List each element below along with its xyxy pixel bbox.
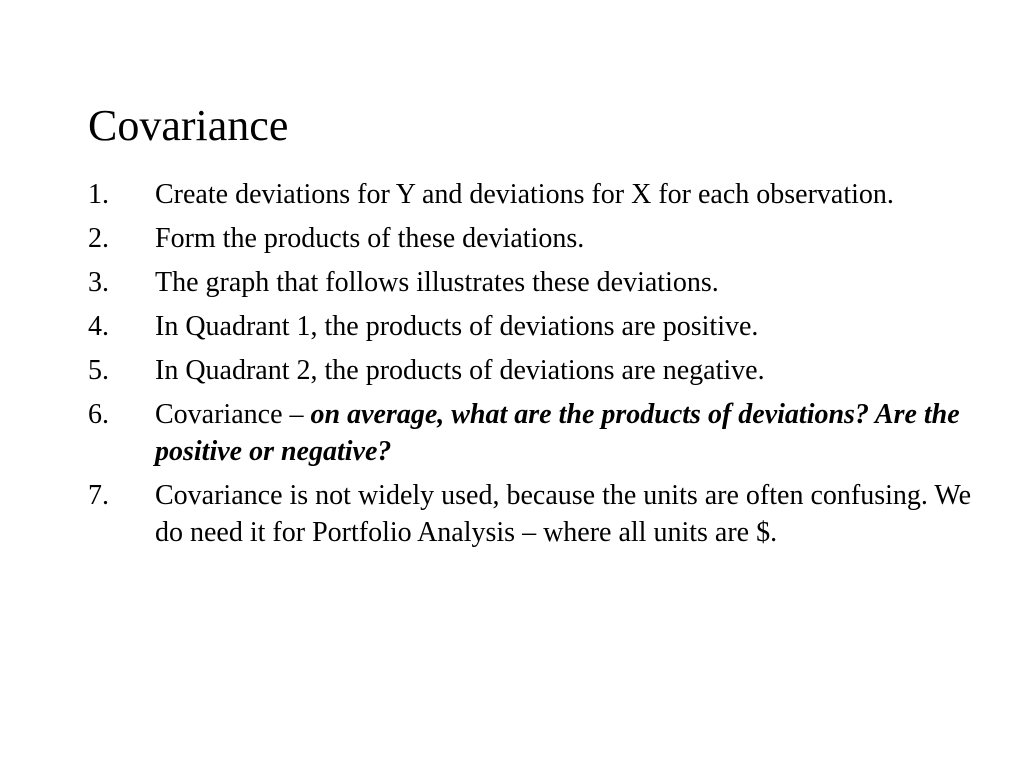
- step-number: 5.: [88, 355, 109, 386]
- step-text-emphasis: on average, what are the products of deviations? Are the positive or negative?: [155, 399, 960, 467]
- step-text: [155, 396, 988, 470]
- step-number: 1.: [88, 179, 109, 210]
- step-text: In Quadrant 2, the products of deviations are negative.: [155, 355, 765, 386]
- step-number: 7.: [88, 480, 109, 511]
- list-item: [88, 477, 988, 551]
- step-number: 3.: [88, 267, 109, 298]
- step-number: 2.: [88, 223, 109, 254]
- list-item: [88, 396, 988, 470]
- slide-title: Covariance: [88, 101, 289, 150]
- list-item: [88, 352, 988, 389]
- list-item: [88, 264, 988, 301]
- step-number: 6.: [88, 399, 109, 430]
- step-text: Create deviations for Y and deviations for X for each observation.: [155, 179, 894, 210]
- step-text: Covariance is not widely used, because the units are often confusing. We do need it for Portfolio Analysis – where all units are $.: [155, 480, 971, 548]
- step-text: The graph that follows illustrates these deviations.: [155, 267, 719, 298]
- step-number: 4.: [88, 311, 109, 342]
- step-text: In Quadrant 1, the products of deviations are positive.: [155, 311, 759, 342]
- list-item: [88, 308, 988, 345]
- list-item: [88, 220, 988, 257]
- step-text-plain: Covariance –: [155, 399, 311, 430]
- step-text: Form the products of these deviations.: [155, 223, 585, 254]
- steps-list: [88, 176, 988, 558]
- list-item: [88, 176, 988, 213]
